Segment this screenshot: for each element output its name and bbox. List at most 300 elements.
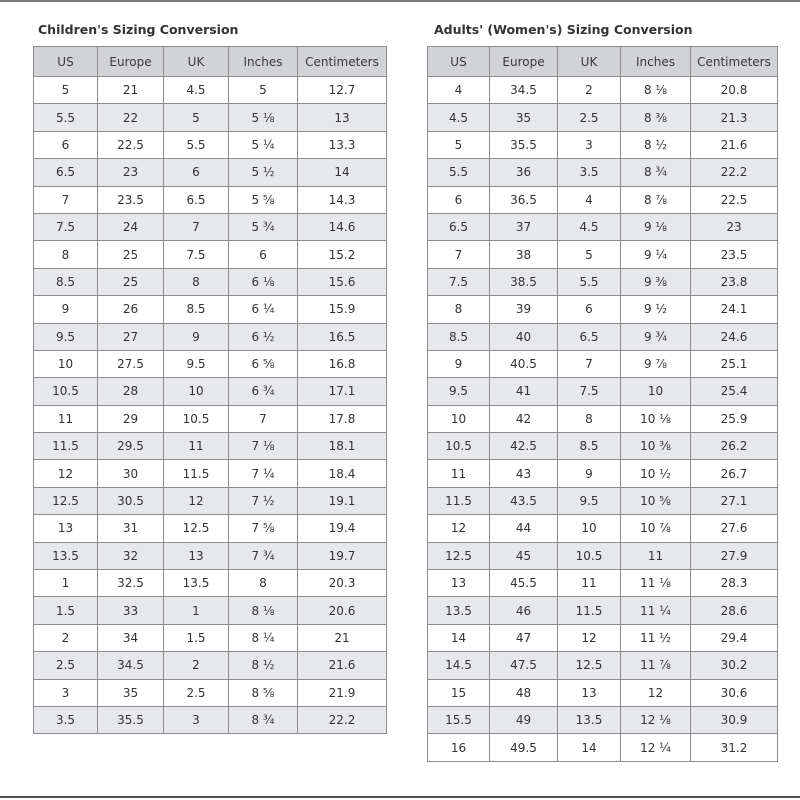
cell-uk: 5.5 <box>164 131 229 158</box>
cell-europe: 32.5 <box>98 570 164 597</box>
table-row <box>34 213 387 240</box>
table-row <box>34 405 387 432</box>
cell-europe: 38.5 <box>490 268 558 295</box>
cell-uk: 9 <box>164 323 229 350</box>
cell-us: 12 <box>34 460 98 487</box>
cell-us: 4.5 <box>428 104 490 131</box>
table-row <box>428 570 778 597</box>
cell-inches: 5 ⅝ <box>229 186 298 213</box>
cell-us: 5 <box>34 77 98 104</box>
cell-europe: 41 <box>490 378 558 405</box>
cell-inches: 10 ⅞ <box>621 515 691 542</box>
table-row <box>428 487 778 514</box>
cell-inches: 7 <box>229 405 298 432</box>
cell-centimeters: 19.7 <box>298 542 387 569</box>
cell-inches: 6 ⅛ <box>229 268 298 295</box>
cell-inches: 5 <box>229 77 298 104</box>
table-row <box>428 268 778 295</box>
cell-inches: 10 ⅜ <box>621 433 691 460</box>
column-header-europe: Europe <box>490 47 558 77</box>
cell-us: 2 <box>34 624 98 651</box>
cell-centimeters: 28.3 <box>691 570 778 597</box>
cell-uk: 10.5 <box>558 542 621 569</box>
cell-inches: 8 ⅛ <box>229 597 298 624</box>
cell-us: 13.5 <box>34 542 98 569</box>
cell-centimeters: 13.3 <box>298 131 387 158</box>
cell-inches: 10 ½ <box>621 460 691 487</box>
cell-europe: 25 <box>98 241 164 268</box>
cell-inches: 12 <box>621 679 691 706</box>
cell-inches: 9 ⅜ <box>621 268 691 295</box>
cell-centimeters: 21.6 <box>691 131 778 158</box>
cell-inches: 6 ¾ <box>229 378 298 405</box>
cell-inches: 9 ½ <box>621 296 691 323</box>
cell-us: 12.5 <box>34 487 98 514</box>
cell-europe: 49.5 <box>490 734 558 761</box>
cell-europe: 29 <box>98 405 164 432</box>
bottom-divider <box>0 796 800 798</box>
cell-uk: 12 <box>558 624 621 651</box>
table-row <box>34 679 387 706</box>
cell-europe: 28 <box>98 378 164 405</box>
cell-uk: 12.5 <box>164 515 229 542</box>
cell-uk: 11.5 <box>558 597 621 624</box>
cell-centimeters: 24.6 <box>691 323 778 350</box>
cell-europe: 30 <box>98 460 164 487</box>
cell-us: 8 <box>428 296 490 323</box>
cell-inches: 7 ½ <box>229 487 298 514</box>
cell-inches: 9 ¾ <box>621 323 691 350</box>
cell-europe: 23 <box>98 159 164 186</box>
table-header-row <box>428 47 778 77</box>
cell-centimeters: 22.5 <box>691 186 778 213</box>
table-row <box>34 570 387 597</box>
cell-us: 6.5 <box>428 213 490 240</box>
cell-us: 13 <box>34 515 98 542</box>
cell-centimeters: 20.8 <box>691 77 778 104</box>
cell-uk: 7.5 <box>558 378 621 405</box>
cell-us: 10 <box>428 405 490 432</box>
table-row <box>34 186 387 213</box>
children-sizing-table <box>33 46 387 734</box>
cell-europe: 47 <box>490 624 558 651</box>
cell-europe: 24 <box>98 213 164 240</box>
cell-centimeters: 25.4 <box>691 378 778 405</box>
cell-us: 12.5 <box>428 542 490 569</box>
table-row <box>34 323 387 350</box>
table-row <box>428 77 778 104</box>
cell-uk: 13 <box>164 542 229 569</box>
cell-us: 7.5 <box>34 213 98 240</box>
cell-uk: 3 <box>558 131 621 158</box>
cell-inches: 8 ¼ <box>229 624 298 651</box>
cell-inches: 8 ½ <box>229 652 298 679</box>
cell-inches: 11 ⅞ <box>621 652 691 679</box>
cell-centimeters: 18.4 <box>298 460 387 487</box>
cell-inches: 10 ⅛ <box>621 405 691 432</box>
cell-europe: 23.5 <box>98 186 164 213</box>
cell-inches: 11 ⅛ <box>621 570 691 597</box>
cell-us: 13.5 <box>428 597 490 624</box>
cell-inches: 11 ½ <box>621 624 691 651</box>
table-row <box>428 734 778 761</box>
cell-uk: 11 <box>558 570 621 597</box>
cell-us: 8.5 <box>428 323 490 350</box>
table-row <box>34 652 387 679</box>
table-row <box>428 652 778 679</box>
cell-us: 11 <box>34 405 98 432</box>
cell-europe: 40 <box>490 323 558 350</box>
cell-inches: 6 ½ <box>229 323 298 350</box>
cell-inches: 9 ¼ <box>621 241 691 268</box>
table-row <box>428 104 778 131</box>
cell-centimeters: 12.7 <box>298 77 387 104</box>
cell-europe: 27.5 <box>98 350 164 377</box>
cell-uk: 12 <box>164 487 229 514</box>
cell-inches: 12 ⅛ <box>621 706 691 733</box>
cell-uk: 12.5 <box>558 652 621 679</box>
cell-uk: 13 <box>558 679 621 706</box>
cell-us: 9.5 <box>428 378 490 405</box>
cell-us: 10.5 <box>34 378 98 405</box>
cell-inches: 8 ⅞ <box>621 186 691 213</box>
cell-centimeters: 31.2 <box>691 734 778 761</box>
cell-inches: 7 ⅝ <box>229 515 298 542</box>
table-row <box>34 104 387 131</box>
cell-us: 1.5 <box>34 597 98 624</box>
cell-us: 9 <box>34 296 98 323</box>
cell-uk: 3.5 <box>558 159 621 186</box>
cell-centimeters: 29.4 <box>691 624 778 651</box>
column-header-us: US <box>428 47 490 77</box>
cell-uk: 10.5 <box>164 405 229 432</box>
table-row <box>34 515 387 542</box>
cell-europe: 33 <box>98 597 164 624</box>
cell-centimeters: 14 <box>298 159 387 186</box>
cell-uk: 6 <box>164 159 229 186</box>
cell-inches: 9 ⅞ <box>621 350 691 377</box>
table-row <box>428 624 778 651</box>
cell-europe: 36 <box>490 159 558 186</box>
cell-uk: 11.5 <box>164 460 229 487</box>
cell-us: 11.5 <box>428 487 490 514</box>
cell-centimeters: 26.7 <box>691 460 778 487</box>
cell-us: 4 <box>428 77 490 104</box>
cell-centimeters: 28.6 <box>691 597 778 624</box>
cell-europe: 35.5 <box>490 131 558 158</box>
cell-inches: 5 ½ <box>229 159 298 186</box>
cell-europe: 45 <box>490 542 558 569</box>
cell-europe: 49 <box>490 706 558 733</box>
cell-europe: 27 <box>98 323 164 350</box>
cell-inches: 6 ¼ <box>229 296 298 323</box>
cell-us: 15 <box>428 679 490 706</box>
cell-inches: 6 <box>229 241 298 268</box>
cell-uk: 7 <box>164 213 229 240</box>
adults-table-title: Adults' (Women's) Sizing Conversion <box>434 22 693 37</box>
table-row <box>34 350 387 377</box>
cell-inches: 6 ⅝ <box>229 350 298 377</box>
cell-us: 2.5 <box>34 652 98 679</box>
table-row <box>428 706 778 733</box>
cell-us: 15.5 <box>428 706 490 733</box>
cell-inches: 7 ⅛ <box>229 433 298 460</box>
cell-inches: 8 <box>229 570 298 597</box>
cell-centimeters: 17.1 <box>298 378 387 405</box>
cell-centimeters: 24.1 <box>691 296 778 323</box>
cell-us: 10 <box>34 350 98 377</box>
cell-inches: 11 <box>621 542 691 569</box>
cell-europe: 39 <box>490 296 558 323</box>
cell-europe: 48 <box>490 679 558 706</box>
cell-uk: 7 <box>558 350 621 377</box>
cell-inches: 12 ¼ <box>621 734 691 761</box>
cell-europe: 31 <box>98 515 164 542</box>
cell-uk: 1 <box>164 597 229 624</box>
column-header-inches: Inches <box>229 47 298 77</box>
cell-centimeters: 25.1 <box>691 350 778 377</box>
cell-uk: 4.5 <box>558 213 621 240</box>
cell-inches: 8 ⅝ <box>229 679 298 706</box>
table-row <box>428 542 778 569</box>
cell-us: 7 <box>428 241 490 268</box>
cell-europe: 43.5 <box>490 487 558 514</box>
table-row <box>428 186 778 213</box>
table-row <box>34 131 387 158</box>
column-header-inches: Inches <box>621 47 691 77</box>
cell-centimeters: 21 <box>298 624 387 651</box>
cell-inches: 11 ¼ <box>621 597 691 624</box>
table-header-row <box>34 47 387 77</box>
cell-us: 3.5 <box>34 706 98 733</box>
cell-us: 6 <box>428 186 490 213</box>
cell-us: 5.5 <box>34 104 98 131</box>
cell-uk: 9.5 <box>558 487 621 514</box>
column-header-uk: UK <box>164 47 229 77</box>
cell-us: 5.5 <box>428 159 490 186</box>
cell-inches: 8 ½ <box>621 131 691 158</box>
cell-uk: 5 <box>558 241 621 268</box>
cell-centimeters: 27.6 <box>691 515 778 542</box>
cell-centimeters: 21.3 <box>691 104 778 131</box>
table-row <box>428 350 778 377</box>
table-row <box>428 405 778 432</box>
cell-europe: 45.5 <box>490 570 558 597</box>
children-table-body <box>34 77 387 734</box>
cell-centimeters: 30.9 <box>691 706 778 733</box>
cell-centimeters: 23.5 <box>691 241 778 268</box>
cell-europe: 26 <box>98 296 164 323</box>
cell-uk: 5.5 <box>558 268 621 295</box>
cell-centimeters: 14.3 <box>298 186 387 213</box>
table-row <box>428 241 778 268</box>
cell-us: 11 <box>428 460 490 487</box>
cell-centimeters: 23 <box>691 213 778 240</box>
table-row <box>428 213 778 240</box>
table-row <box>34 433 387 460</box>
table-row <box>428 131 778 158</box>
cell-us: 9 <box>428 350 490 377</box>
cell-us: 6 <box>34 131 98 158</box>
cell-uk: 1.5 <box>164 624 229 651</box>
table-row <box>34 268 387 295</box>
cell-inches: 8 ⅛ <box>621 77 691 104</box>
table-row <box>428 679 778 706</box>
column-header-centimeters: Centimeters <box>298 47 387 77</box>
cell-us: 1 <box>34 570 98 597</box>
table-row <box>34 159 387 186</box>
table-row <box>428 460 778 487</box>
cell-uk: 13.5 <box>558 706 621 733</box>
cell-centimeters: 23.8 <box>691 268 778 295</box>
cell-europe: 35 <box>98 679 164 706</box>
table-row <box>428 378 778 405</box>
cell-centimeters: 19.4 <box>298 515 387 542</box>
cell-uk: 8 <box>164 268 229 295</box>
cell-uk: 2.5 <box>164 679 229 706</box>
cell-inches: 10 ⅝ <box>621 487 691 514</box>
cell-uk: 9.5 <box>164 350 229 377</box>
cell-us: 7.5 <box>428 268 490 295</box>
cell-uk: 7.5 <box>164 241 229 268</box>
table-row <box>34 460 387 487</box>
cell-uk: 2 <box>558 77 621 104</box>
cell-uk: 6 <box>558 296 621 323</box>
cell-europe: 42.5 <box>490 433 558 460</box>
table-row <box>428 597 778 624</box>
cell-us: 8 <box>34 241 98 268</box>
cell-europe: 34.5 <box>490 77 558 104</box>
cell-uk: 4 <box>558 186 621 213</box>
cell-us: 13 <box>428 570 490 597</box>
top-divider <box>0 0 800 2</box>
cell-us: 9.5 <box>34 323 98 350</box>
cell-europe: 22.5 <box>98 131 164 158</box>
cell-europe: 36.5 <box>490 186 558 213</box>
cell-inches: 5 ¼ <box>229 131 298 158</box>
cell-centimeters: 30.6 <box>691 679 778 706</box>
cell-uk: 8 <box>558 405 621 432</box>
cell-us: 10.5 <box>428 433 490 460</box>
table-row <box>428 515 778 542</box>
cell-centimeters: 16.5 <box>298 323 387 350</box>
cell-centimeters: 22.2 <box>691 159 778 186</box>
cell-inches: 8 ¾ <box>621 159 691 186</box>
cell-us: 5 <box>428 131 490 158</box>
table-row <box>428 323 778 350</box>
cell-uk: 10 <box>164 378 229 405</box>
cell-uk: 8.5 <box>164 296 229 323</box>
table-row <box>34 487 387 514</box>
cell-europe: 25 <box>98 268 164 295</box>
cell-us: 14.5 <box>428 652 490 679</box>
table-row <box>428 433 778 460</box>
cell-inches: 7 ¼ <box>229 460 298 487</box>
cell-centimeters: 26.2 <box>691 433 778 460</box>
cell-centimeters: 27.1 <box>691 487 778 514</box>
cell-europe: 38 <box>490 241 558 268</box>
table-row <box>34 624 387 651</box>
cell-europe: 34 <box>98 624 164 651</box>
cell-europe: 44 <box>490 515 558 542</box>
cell-europe: 42 <box>490 405 558 432</box>
cell-europe: 21 <box>98 77 164 104</box>
column-header-uk: UK <box>558 47 621 77</box>
cell-centimeters: 15.2 <box>298 241 387 268</box>
cell-uk: 6.5 <box>164 186 229 213</box>
cell-us: 14 <box>428 624 490 651</box>
column-header-centimeters: Centimeters <box>691 47 778 77</box>
children-table-title: Children's Sizing Conversion <box>38 22 239 37</box>
cell-centimeters: 17.8 <box>298 405 387 432</box>
cell-centimeters: 25.9 <box>691 405 778 432</box>
cell-uk: 3 <box>164 706 229 733</box>
cell-uk: 9 <box>558 460 621 487</box>
table-row <box>428 296 778 323</box>
cell-centimeters: 15.9 <box>298 296 387 323</box>
table-row <box>34 542 387 569</box>
cell-us: 12 <box>428 515 490 542</box>
cell-us: 3 <box>34 679 98 706</box>
table-row <box>34 77 387 104</box>
cell-centimeters: 20.3 <box>298 570 387 597</box>
table-row <box>34 378 387 405</box>
cell-inches: 8 ⅜ <box>621 104 691 131</box>
column-header-europe: Europe <box>98 47 164 77</box>
cell-centimeters: 30.2 <box>691 652 778 679</box>
cell-europe: 35.5 <box>98 706 164 733</box>
cell-europe: 40.5 <box>490 350 558 377</box>
cell-uk: 8.5 <box>558 433 621 460</box>
cell-uk: 2 <box>164 652 229 679</box>
cell-centimeters: 14.6 <box>298 213 387 240</box>
table-row <box>34 597 387 624</box>
cell-uk: 13.5 <box>164 570 229 597</box>
cell-europe: 34.5 <box>98 652 164 679</box>
cell-centimeters: 22.2 <box>298 706 387 733</box>
table-row <box>34 296 387 323</box>
cell-europe: 47.5 <box>490 652 558 679</box>
cell-centimeters: 19.1 <box>298 487 387 514</box>
cell-centimeters: 27.9 <box>691 542 778 569</box>
cell-europe: 46 <box>490 597 558 624</box>
cell-inches: 5 ¾ <box>229 213 298 240</box>
cell-centimeters: 18.1 <box>298 433 387 460</box>
cell-centimeters: 16.8 <box>298 350 387 377</box>
cell-europe: 35 <box>490 104 558 131</box>
cell-europe: 22 <box>98 104 164 131</box>
table-row <box>34 706 387 733</box>
cell-inches: 10 <box>621 378 691 405</box>
cell-centimeters: 21.9 <box>298 679 387 706</box>
cell-centimeters: 20.6 <box>298 597 387 624</box>
cell-europe: 32 <box>98 542 164 569</box>
cell-us: 7 <box>34 186 98 213</box>
cell-centimeters: 21.6 <box>298 652 387 679</box>
cell-inches: 9 ⅛ <box>621 213 691 240</box>
cell-uk: 2.5 <box>558 104 621 131</box>
cell-us: 16 <box>428 734 490 761</box>
table-row <box>428 159 778 186</box>
cell-centimeters: 15.6 <box>298 268 387 295</box>
cell-inches: 8 ¾ <box>229 706 298 733</box>
cell-uk: 6.5 <box>558 323 621 350</box>
cell-uk: 14 <box>558 734 621 761</box>
cell-europe: 30.5 <box>98 487 164 514</box>
cell-us: 8.5 <box>34 268 98 295</box>
adults-table-body <box>428 77 778 762</box>
cell-uk: 11 <box>164 433 229 460</box>
